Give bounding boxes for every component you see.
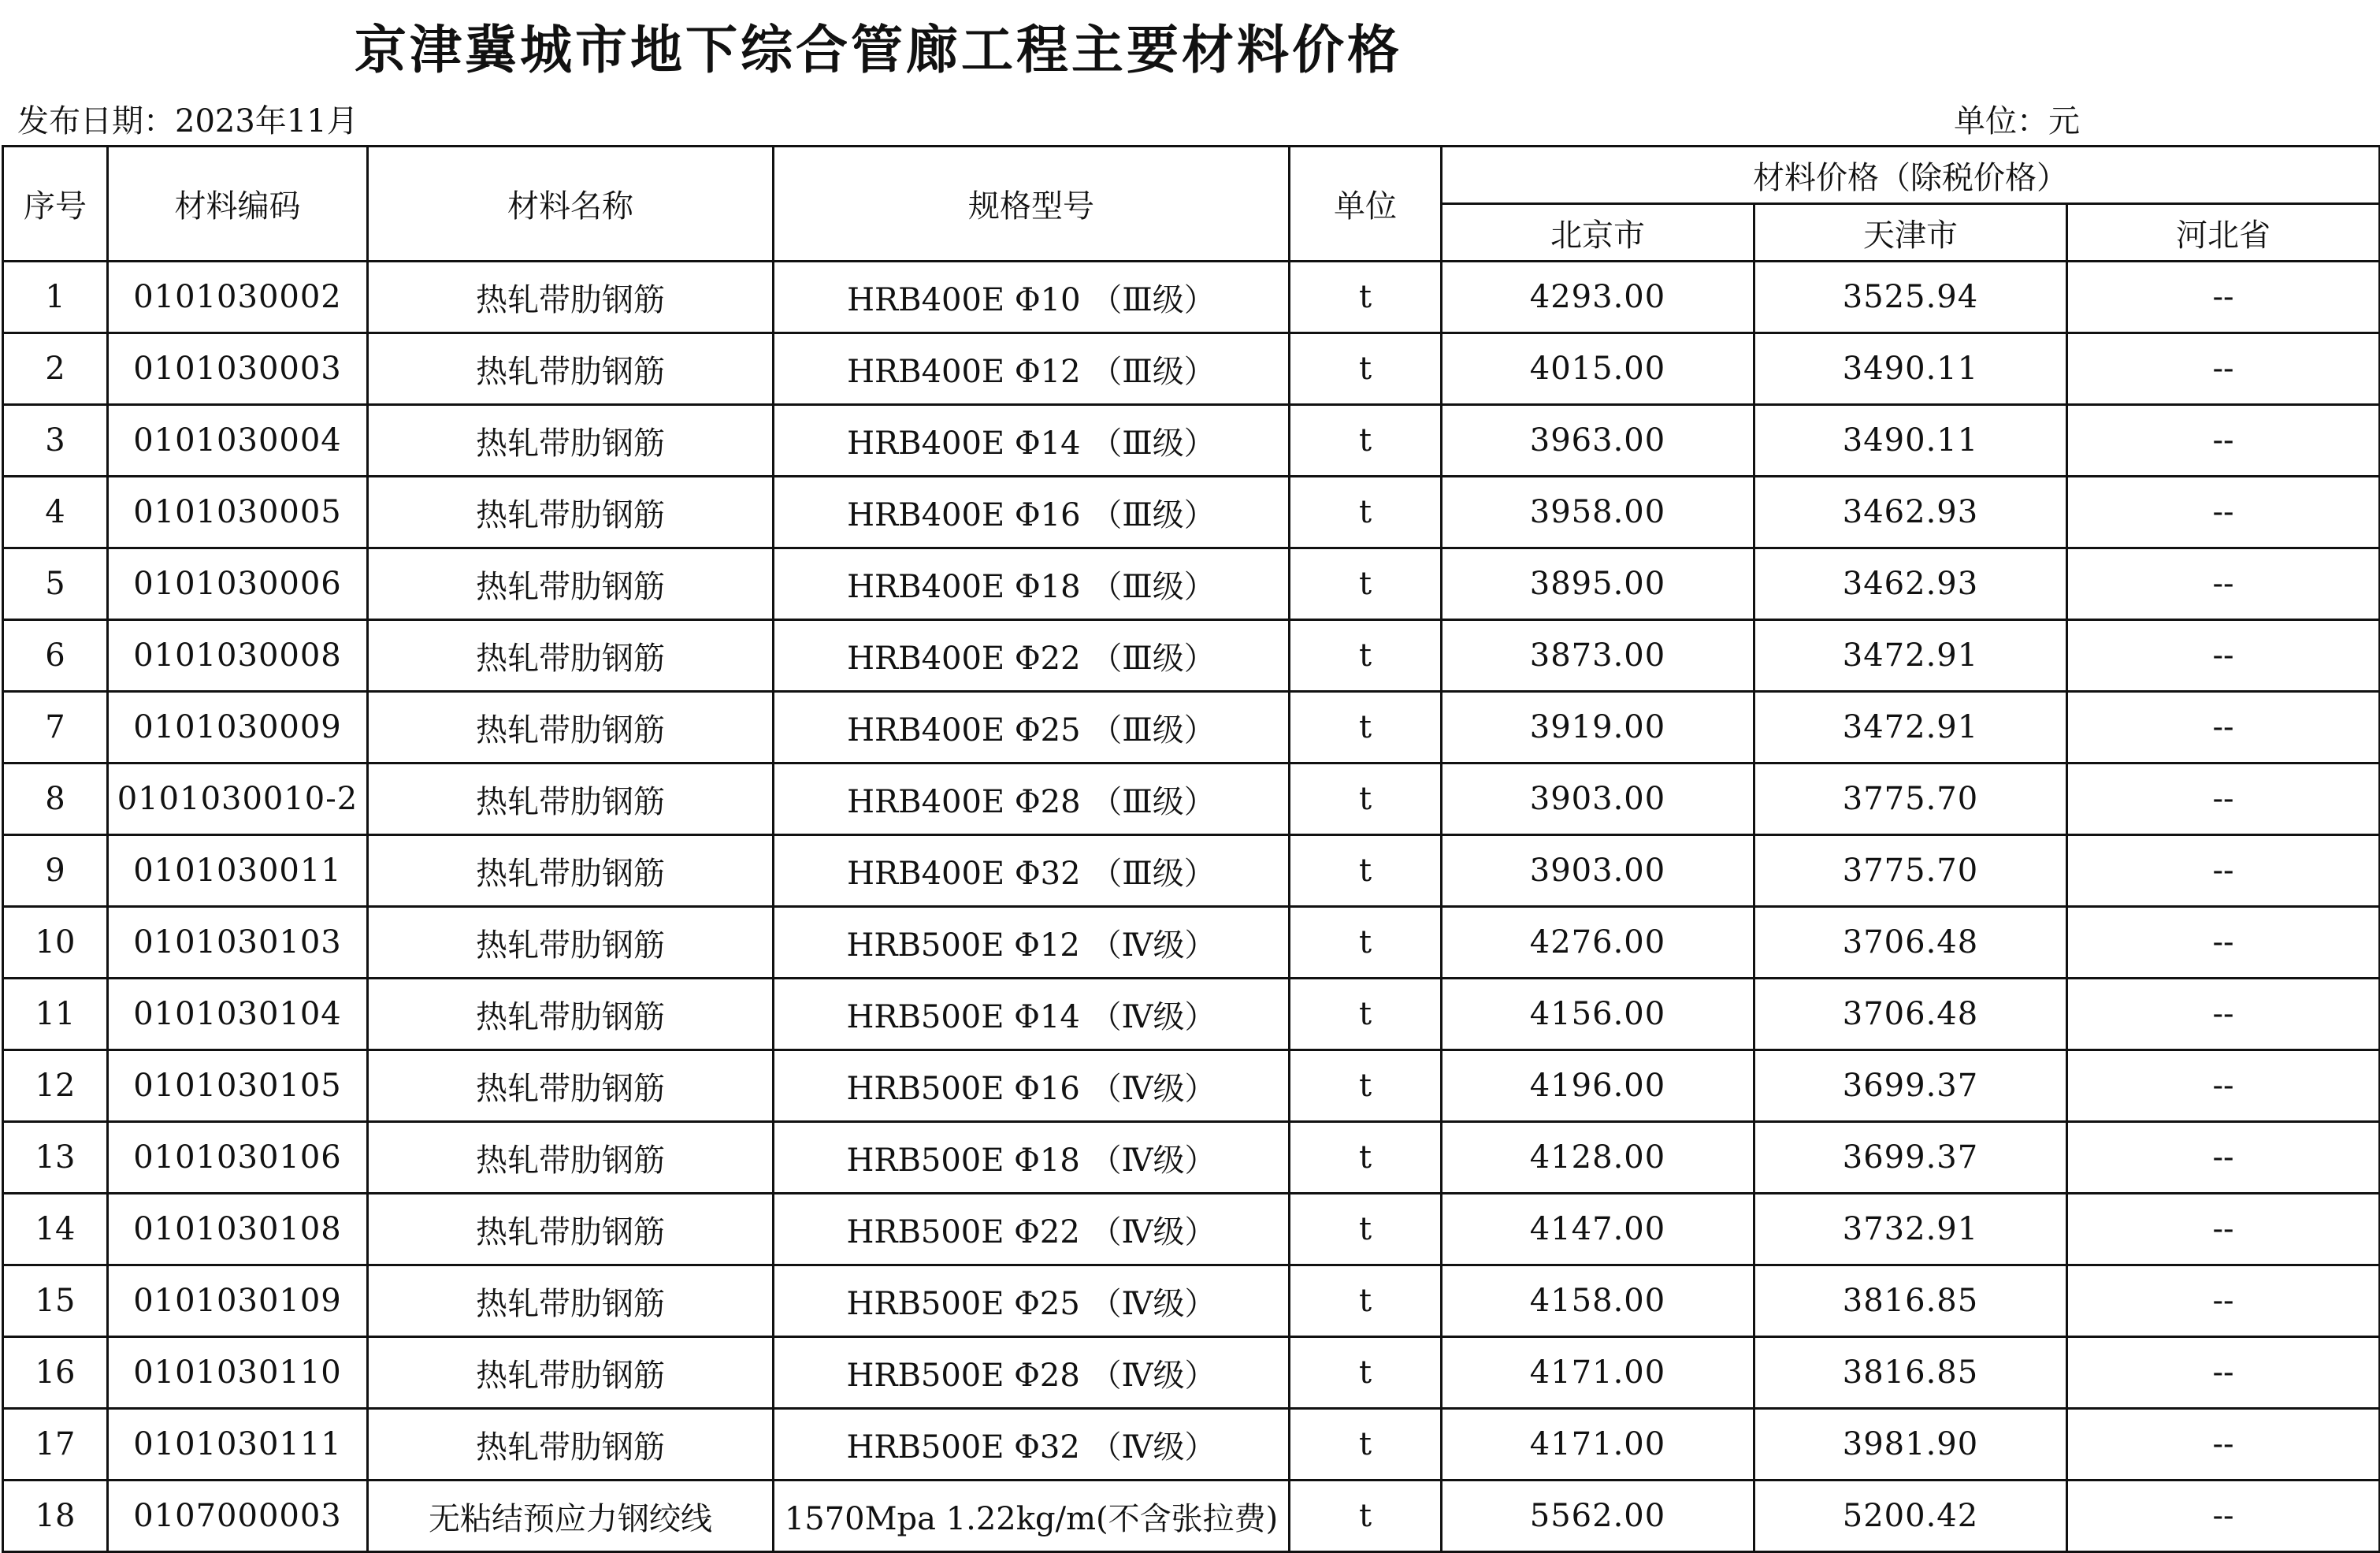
cell-name: 无粘结预应力钢绞线 bbox=[368, 1481, 774, 1552]
cell-price-beijing: 4196.00 bbox=[1442, 1050, 1754, 1122]
cell-seq: 7 bbox=[3, 692, 108, 763]
cell-seq: 2 bbox=[3, 333, 108, 405]
cell-spec: HRB400E Φ16 （Ⅲ级） bbox=[774, 477, 1290, 548]
cell-price-tianjin: 3490.11 bbox=[1754, 405, 2067, 477]
cell-code: 0101030006 bbox=[108, 548, 368, 620]
cell-price-beijing: 3903.00 bbox=[1442, 835, 1754, 907]
cell-price-tianjin: 3472.91 bbox=[1754, 620, 2067, 692]
header-price-group: 材料价格（除税价格） bbox=[1442, 147, 2380, 204]
cell-price-tianjin: 3525.94 bbox=[1754, 262, 2067, 333]
cell-unit: t bbox=[1290, 907, 1442, 979]
cell-price-beijing: 3919.00 bbox=[1442, 692, 1754, 763]
table-row bbox=[3, 1409, 2380, 1481]
cell-price-hebei: -- bbox=[2067, 979, 2380, 1050]
cell-spec: HRB400E Φ32 （Ⅲ级） bbox=[774, 835, 1290, 907]
cell-price-tianjin: 3699.37 bbox=[1754, 1122, 2067, 1194]
cell-price-beijing: 3958.00 bbox=[1442, 477, 1754, 548]
cell-price-hebei: -- bbox=[2067, 1409, 2380, 1481]
cell-price-tianjin: 3699.37 bbox=[1754, 1050, 2067, 1122]
header-hebei: 河北省 bbox=[2067, 204, 2380, 262]
cell-price-tianjin: 3472.91 bbox=[1754, 692, 2067, 763]
cell-unit: t bbox=[1290, 763, 1442, 835]
cell-price-hebei: -- bbox=[2067, 262, 2380, 333]
cell-seq: 5 bbox=[3, 548, 108, 620]
cell-price-beijing: 4158.00 bbox=[1442, 1265, 1754, 1337]
cell-name: 热轧带肋钢筋 bbox=[368, 262, 774, 333]
cell-name: 热轧带肋钢筋 bbox=[368, 763, 774, 835]
cell-spec: HRB500E Φ14 （Ⅳ级） bbox=[774, 979, 1290, 1050]
cell-spec: HRB400E Φ14 （Ⅲ级） bbox=[774, 405, 1290, 477]
cell-spec: HRB400E Φ12 （Ⅲ级） bbox=[774, 333, 1290, 405]
table-row bbox=[3, 620, 2380, 692]
cell-seq: 8 bbox=[3, 763, 108, 835]
cell-code: 0101030108 bbox=[108, 1194, 368, 1265]
unit-note: 单位：元 bbox=[1954, 103, 2080, 139]
header-code: 材料编码 bbox=[108, 147, 368, 262]
cell-code: 0101030005 bbox=[108, 477, 368, 548]
cell-price-hebei: -- bbox=[2067, 548, 2380, 620]
cell-price-hebei: -- bbox=[2067, 907, 2380, 979]
cell-unit: t bbox=[1290, 620, 1442, 692]
cell-seq: 15 bbox=[3, 1265, 108, 1337]
cell-name: 热轧带肋钢筋 bbox=[368, 1050, 774, 1122]
cell-code: 0107000003 bbox=[108, 1481, 368, 1552]
cell-price-hebei: -- bbox=[2067, 835, 2380, 907]
cell-unit: t bbox=[1290, 1481, 1442, 1552]
cell-price-tianjin: 5200.42 bbox=[1754, 1481, 2067, 1552]
header-beijing: 北京市 bbox=[1442, 204, 1754, 262]
cell-price-tianjin: 3775.70 bbox=[1754, 835, 2067, 907]
cell-price-beijing: 5562.00 bbox=[1442, 1481, 1754, 1552]
table-body bbox=[3, 262, 2380, 1552]
cell-price-hebei: -- bbox=[2067, 1337, 2380, 1409]
cell-code: 0101030104 bbox=[108, 979, 368, 1050]
cell-code: 0101030008 bbox=[108, 620, 368, 692]
cell-seq: 18 bbox=[3, 1481, 108, 1552]
header-spec: 规格型号 bbox=[774, 147, 1290, 262]
cell-price-tianjin: 3775.70 bbox=[1754, 763, 2067, 835]
cell-price-tianjin: 3816.85 bbox=[1754, 1265, 2067, 1337]
cell-spec: HRB500E Φ28 （Ⅳ级） bbox=[774, 1337, 1290, 1409]
cell-price-hebei: -- bbox=[2067, 1481, 2380, 1552]
cell-seq: 16 bbox=[3, 1337, 108, 1409]
cell-price-beijing: 4171.00 bbox=[1442, 1409, 1754, 1481]
table-row bbox=[3, 692, 2380, 763]
cell-price-tianjin: 3981.90 bbox=[1754, 1409, 2067, 1481]
cell-price-beijing: 4276.00 bbox=[1442, 907, 1754, 979]
material-price-table bbox=[2, 145, 2380, 1553]
cell-price-tianjin: 3732.91 bbox=[1754, 1194, 2067, 1265]
cell-code: 0101030109 bbox=[108, 1265, 368, 1337]
cell-seq: 3 bbox=[3, 405, 108, 477]
cell-seq: 17 bbox=[3, 1409, 108, 1481]
cell-code: 0101030002 bbox=[108, 262, 368, 333]
cell-name: 热轧带肋钢筋 bbox=[368, 1122, 774, 1194]
cell-code: 0101030110 bbox=[108, 1337, 368, 1409]
cell-price-beijing: 3963.00 bbox=[1442, 405, 1754, 477]
cell-unit: t bbox=[1290, 1337, 1442, 1409]
cell-spec: HRB500E Φ22 （Ⅳ级） bbox=[774, 1194, 1290, 1265]
cell-price-tianjin: 3706.48 bbox=[1754, 979, 2067, 1050]
header-name: 材料名称 bbox=[368, 147, 774, 262]
cell-seq: 10 bbox=[3, 907, 108, 979]
header-unit: 单位 bbox=[1290, 147, 1442, 262]
cell-name: 热轧带肋钢筋 bbox=[368, 835, 774, 907]
cell-unit: t bbox=[1290, 692, 1442, 763]
table-row bbox=[3, 477, 2380, 548]
table-row bbox=[3, 835, 2380, 907]
cell-price-hebei: -- bbox=[2067, 763, 2380, 835]
cell-name: 热轧带肋钢筋 bbox=[368, 333, 774, 405]
table-row bbox=[3, 1337, 2380, 1409]
cell-seq: 4 bbox=[3, 477, 108, 548]
table-row bbox=[3, 1194, 2380, 1265]
cell-price-hebei: -- bbox=[2067, 333, 2380, 405]
cell-code: 0101030103 bbox=[108, 907, 368, 979]
cell-name: 热轧带肋钢筋 bbox=[368, 979, 774, 1050]
table-row bbox=[3, 405, 2380, 477]
table-row bbox=[3, 333, 2380, 405]
cell-price-beijing: 4156.00 bbox=[1442, 979, 1754, 1050]
table-row bbox=[3, 763, 2380, 835]
cell-code: 0101030011 bbox=[108, 835, 368, 907]
cell-spec: HRB400E Φ18 （Ⅲ级） bbox=[774, 548, 1290, 620]
cell-code: 0101030009 bbox=[108, 692, 368, 763]
cell-price-tianjin: 3462.93 bbox=[1754, 477, 2067, 548]
cell-name: 热轧带肋钢筋 bbox=[368, 692, 774, 763]
cell-unit: t bbox=[1290, 262, 1442, 333]
cell-spec: HRB500E Φ16 （Ⅳ级） bbox=[774, 1050, 1290, 1122]
cell-price-hebei: -- bbox=[2067, 1122, 2380, 1194]
cell-spec: 1570Mpa 1.22kg/m(不含张拉费) bbox=[774, 1481, 1290, 1552]
cell-price-beijing: 3873.00 bbox=[1442, 620, 1754, 692]
table-row bbox=[3, 1122, 2380, 1194]
cell-unit: t bbox=[1290, 1194, 1442, 1265]
cell-code: 0101030010-2 bbox=[108, 763, 368, 835]
cell-spec: HRB500E Φ32 （Ⅳ级） bbox=[774, 1409, 1290, 1481]
cell-name: 热轧带肋钢筋 bbox=[368, 1265, 774, 1337]
cell-seq: 6 bbox=[3, 620, 108, 692]
cell-seq: 14 bbox=[3, 1194, 108, 1265]
cell-price-beijing: 3903.00 bbox=[1442, 763, 1754, 835]
cell-price-beijing: 4015.00 bbox=[1442, 333, 1754, 405]
cell-unit: t bbox=[1290, 548, 1442, 620]
header-tianjin: 天津市 bbox=[1754, 204, 2067, 262]
table-row bbox=[3, 262, 2380, 333]
cell-spec: HRB500E Φ12 （Ⅳ级） bbox=[774, 907, 1290, 979]
table-row bbox=[3, 1265, 2380, 1337]
cell-unit: t bbox=[1290, 1050, 1442, 1122]
cell-price-beijing: 4293.00 bbox=[1442, 262, 1754, 333]
cell-spec: HRB500E Φ25 （Ⅳ级） bbox=[774, 1265, 1290, 1337]
document-title: 京津冀城市地下综合管廊工程主要材料价格 bbox=[355, 19, 1402, 80]
cell-name: 热轧带肋钢筋 bbox=[368, 477, 774, 548]
cell-code: 0101030106 bbox=[108, 1122, 368, 1194]
table-row bbox=[3, 979, 2380, 1050]
cell-code: 0101030003 bbox=[108, 333, 368, 405]
cell-name: 热轧带肋钢筋 bbox=[368, 548, 774, 620]
cell-spec: HRB400E Φ28 （Ⅲ级） bbox=[774, 763, 1290, 835]
cell-price-tianjin: 3706.48 bbox=[1754, 907, 2067, 979]
cell-price-beijing: 4171.00 bbox=[1442, 1337, 1754, 1409]
cell-price-tianjin: 3490.11 bbox=[1754, 333, 2067, 405]
table-row bbox=[3, 1050, 2380, 1122]
cell-seq: 9 bbox=[3, 835, 108, 907]
cell-code: 0101030004 bbox=[108, 405, 368, 477]
cell-name: 热轧带肋钢筋 bbox=[368, 405, 774, 477]
cell-price-hebei: -- bbox=[2067, 692, 2380, 763]
cell-unit: t bbox=[1290, 477, 1442, 548]
cell-spec: HRB400E Φ10 （Ⅲ级） bbox=[774, 262, 1290, 333]
cell-price-beijing: 4147.00 bbox=[1442, 1194, 1754, 1265]
cell-spec: HRB400E Φ25 （Ⅲ级） bbox=[774, 692, 1290, 763]
cell-seq: 13 bbox=[3, 1122, 108, 1194]
cell-unit: t bbox=[1290, 333, 1442, 405]
cell-price-beijing: 3895.00 bbox=[1442, 548, 1754, 620]
table-row bbox=[3, 907, 2380, 979]
cell-name: 热轧带肋钢筋 bbox=[368, 1409, 774, 1481]
header-seq: 序号 bbox=[3, 147, 108, 262]
cell-price-hebei: -- bbox=[2067, 1265, 2380, 1337]
cell-name: 热轧带肋钢筋 bbox=[368, 1337, 774, 1409]
cell-seq: 12 bbox=[3, 1050, 108, 1122]
cell-seq: 11 bbox=[3, 979, 108, 1050]
cell-unit: t bbox=[1290, 1409, 1442, 1481]
cell-unit: t bbox=[1290, 1265, 1442, 1337]
cell-unit: t bbox=[1290, 835, 1442, 907]
cell-price-tianjin: 3816.85 bbox=[1754, 1337, 2067, 1409]
cell-price-hebei: -- bbox=[2067, 620, 2380, 692]
table-row bbox=[3, 1481, 2380, 1552]
cell-name: 热轧带肋钢筋 bbox=[368, 620, 774, 692]
cell-unit: t bbox=[1290, 405, 1442, 477]
cell-code: 0101030105 bbox=[108, 1050, 368, 1122]
cell-spec: HRB400E Φ22 （Ⅲ级） bbox=[774, 620, 1290, 692]
cell-unit: t bbox=[1290, 1122, 1442, 1194]
cell-name: 热轧带肋钢筋 bbox=[368, 907, 774, 979]
cell-price-tianjin: 3462.93 bbox=[1754, 548, 2067, 620]
cell-spec: HRB500E Φ18 （Ⅳ级） bbox=[774, 1122, 1290, 1194]
cell-code: 0101030111 bbox=[108, 1409, 368, 1481]
cell-price-hebei: -- bbox=[2067, 405, 2380, 477]
table-row bbox=[3, 548, 2380, 620]
cell-price-hebei: -- bbox=[2067, 477, 2380, 548]
cell-name: 热轧带肋钢筋 bbox=[368, 1194, 774, 1265]
cell-price-beijing: 4128.00 bbox=[1442, 1122, 1754, 1194]
cell-seq: 1 bbox=[3, 262, 108, 333]
cell-unit: t bbox=[1290, 979, 1442, 1050]
publish-date: 发布日期：2023年11月 bbox=[17, 103, 358, 139]
cell-price-hebei: -- bbox=[2067, 1194, 2380, 1265]
cell-price-hebei: -- bbox=[2067, 1050, 2380, 1122]
